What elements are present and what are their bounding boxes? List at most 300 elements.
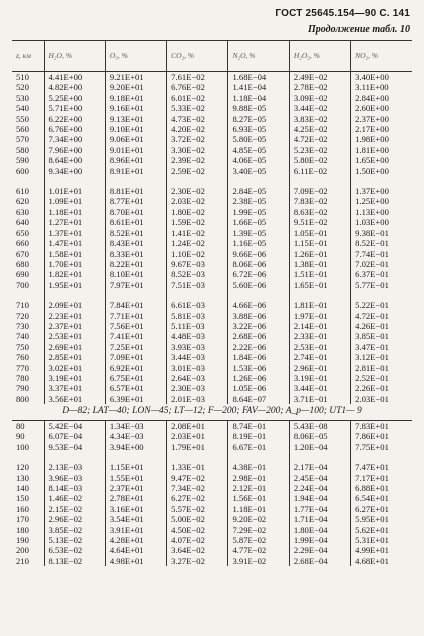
value-cell: 5.25E+00 — [44, 93, 105, 103]
value-cell: 3.19E−01 — [289, 373, 350, 383]
value-cell: 3.85E−02 — [44, 525, 105, 535]
table-row — [12, 186, 412, 196]
value-cell: 4.82E+00 — [44, 82, 105, 92]
data-table-upper — [12, 40, 412, 404]
value-cell: 8.74E−01 — [228, 421, 289, 432]
value-cell: 2.37E+00 — [351, 114, 412, 124]
value-cell: 2.14E−01 — [289, 321, 350, 331]
value-cell: 5.80E−02 — [289, 155, 350, 165]
altitude-cell: 200 — [16, 545, 29, 556]
altitude-cell: 540 — [16, 103, 29, 114]
value-cell: 5.22E−01 — [351, 300, 412, 310]
value-cell: 1.26E−01 — [289, 249, 350, 259]
altitude-cell: 160 — [16, 503, 29, 514]
altitude-cell: 560 — [16, 124, 29, 135]
value-cell: 5.71E+00 — [44, 103, 105, 113]
value-cell: 2.23E+01 — [44, 311, 105, 321]
value-cell: 7.09E−02 — [289, 186, 350, 196]
value-cell: 9.06E+01 — [105, 134, 166, 144]
altitude-cell: 760 — [16, 352, 29, 363]
table-row — [12, 280, 412, 290]
altitude-cell: 790 — [16, 383, 29, 394]
value-cell: 7.51E−03 — [167, 280, 228, 290]
value-cell: 1.51E−01 — [289, 269, 350, 279]
value-cell: 6.93E−05 — [228, 124, 289, 134]
value-cell: 1.38E−01 — [289, 259, 350, 269]
value-cell: 1.99E−04 — [289, 535, 350, 545]
table-row — [12, 394, 412, 404]
value-cell: 4.68E+01 — [351, 556, 412, 566]
value-cell: 3.85E−01 — [351, 331, 412, 341]
value-cell: 8.10E+01 — [105, 269, 166, 279]
value-cell: 1.33E−01 — [167, 462, 228, 472]
value-cell: 3.72E−02 — [167, 134, 228, 144]
table-row — [12, 442, 412, 452]
table-row — [12, 259, 412, 269]
table-row — [12, 72, 412, 83]
value-cell: 1.37E+00 — [351, 186, 412, 196]
value-cell: 2.12E−01 — [228, 483, 289, 493]
value-cell: 1.70E+01 — [44, 259, 105, 269]
value-cell: 1.80E−02 — [167, 207, 228, 217]
value-cell: 2.78E+01 — [105, 493, 166, 503]
value-cell: 8.63E−02 — [289, 207, 350, 217]
altitude-cell: 620 — [16, 196, 29, 207]
value-cell: 1.46E−02 — [44, 493, 105, 503]
value-cell: 1.95E+01 — [44, 280, 105, 290]
value-cell: 6.27E−02 — [167, 493, 228, 503]
value-cell: 2.13E−03 — [44, 462, 105, 472]
table-row — [12, 545, 412, 555]
value-cell: 2.84E−05 — [228, 186, 289, 196]
value-cell: 1.39E−05 — [228, 228, 289, 238]
value-cell: 7.34E+00 — [44, 134, 105, 144]
value-cell: 8.43E+01 — [105, 238, 166, 248]
value-cell: 7.41E+01 — [105, 331, 166, 341]
altitude-cell: 570 — [16, 134, 29, 145]
value-cell: 4.48E−03 — [167, 331, 228, 341]
value-cell: 3.94E+00 — [105, 442, 166, 452]
value-cell: 7.83E+01 — [351, 421, 412, 432]
value-cell: 1.81E−01 — [289, 300, 350, 310]
value-cell: 1.18E−04 — [228, 93, 289, 103]
value-cell: 4.41E+00 — [44, 72, 105, 83]
altitude-cell: 800 — [16, 393, 29, 404]
value-cell: 9.10E+01 — [105, 124, 166, 134]
standard-header: ГОСТ 25645.154—90 С. 141 — [275, 8, 410, 19]
value-cell: 9.38E−01 — [351, 228, 412, 238]
value-cell: 3.96E−03 — [44, 473, 105, 483]
value-cell: 9.16E+01 — [105, 103, 166, 113]
value-cell: 1.47E+01 — [44, 238, 105, 248]
value-cell: 1.58E+01 — [44, 249, 105, 259]
value-cell: 1.98E+00 — [351, 134, 412, 144]
value-cell: 3.44E−02 — [289, 103, 350, 113]
value-cell: 7.09E+01 — [105, 352, 166, 362]
value-cell: 7.96E+00 — [44, 145, 105, 155]
value-cell: 3.27E−02 — [167, 556, 228, 566]
value-cell: 5.42E−04 — [44, 421, 105, 432]
value-cell: 8.06E−06 — [228, 259, 289, 269]
value-cell: 9.21E+01 — [105, 72, 166, 83]
value-cell: 8.70E+01 — [105, 207, 166, 217]
value-cell: 3.01E−03 — [167, 363, 228, 373]
altitude-cell: 710 — [16, 300, 29, 311]
value-cell: 1.05E−01 — [289, 228, 350, 238]
value-cell: 9.20E+01 — [105, 82, 166, 92]
value-cell: 3.93E−03 — [167, 342, 228, 352]
table-row — [12, 207, 412, 217]
table-row — [12, 228, 412, 238]
value-cell: 6.54E+01 — [351, 493, 412, 503]
value-cell: 6.11E−02 — [289, 166, 350, 176]
value-cell: 5.23E−02 — [289, 145, 350, 155]
value-cell: 9.34E+00 — [44, 166, 105, 176]
value-cell: 9.53E−04 — [44, 442, 105, 452]
value-cell: 1.15E+01 — [105, 462, 166, 472]
altitude-cell: 170 — [16, 514, 29, 525]
column-header: H₂O, % — [44, 41, 105, 72]
data-table-lower — [12, 420, 412, 566]
value-cell: 4.26E−01 — [351, 321, 412, 331]
altitude-cell: 140 — [16, 483, 29, 494]
value-cell: 5.81E−03 — [167, 311, 228, 321]
value-cell: 3.16E+01 — [105, 504, 166, 514]
value-cell: 4.66E−06 — [228, 300, 289, 310]
value-cell: 2.24E−04 — [289, 483, 350, 493]
table-row — [12, 352, 412, 362]
value-cell: 3.54E+01 — [105, 514, 166, 524]
value-cell: 1.26E−06 — [228, 373, 289, 383]
altitude-cell: 150 — [16, 493, 29, 504]
value-cell: 1.50E+00 — [351, 166, 412, 176]
value-cell: 2.01E−03 — [167, 394, 228, 404]
value-cell: 9.13E+01 — [105, 114, 166, 124]
altitude-cell: 730 — [16, 320, 29, 331]
value-cell: 3.83E−02 — [289, 114, 350, 124]
value-cell: 9.88E−05 — [228, 103, 289, 113]
value-cell: 8.13E−02 — [44, 556, 105, 566]
value-cell: 1.65E+00 — [351, 155, 412, 165]
table-row — [12, 155, 412, 165]
table-row — [12, 196, 412, 206]
value-cell: 6.22E+00 — [44, 114, 105, 124]
value-cell: 2.68E−04 — [289, 556, 350, 566]
value-cell: 2.68E−06 — [228, 331, 289, 341]
altitude-cell: 180 — [16, 524, 29, 535]
table-row — [12, 145, 412, 155]
altitude-cell: 690 — [16, 269, 29, 280]
value-cell: 6.27E+01 — [351, 504, 412, 514]
value-cell: 7.61E−02 — [167, 72, 228, 83]
value-cell: 1.81E+00 — [351, 145, 412, 155]
value-cell: 8.91E+01 — [105, 166, 166, 176]
value-cell: 3.88E−06 — [228, 311, 289, 321]
table-row — [12, 556, 412, 566]
altitude-cell: 100 — [16, 441, 29, 452]
altitude-cell: 720 — [16, 310, 29, 321]
value-cell: 1.55E+01 — [105, 473, 166, 483]
value-cell: 4.99E+01 — [351, 545, 412, 555]
value-cell: 3.30E−02 — [167, 145, 228, 155]
value-cell: 1.10E−02 — [167, 249, 228, 259]
value-cell: 6.01E−02 — [167, 93, 228, 103]
value-cell: 4.85E−05 — [228, 145, 289, 155]
value-cell: 4.06E−05 — [228, 155, 289, 165]
value-cell: 5.33E−02 — [167, 103, 228, 113]
value-cell: 7.74E−01 — [351, 249, 412, 259]
value-cell: 7.75E+01 — [351, 442, 412, 452]
value-cell: 2.26E−01 — [351, 383, 412, 393]
table-row — [12, 535, 412, 545]
value-cell: 2.38E−05 — [228, 196, 289, 206]
altitude-cell: 510 — [16, 72, 29, 82]
value-cell: 4.64E+01 — [105, 545, 166, 555]
value-cell: 2.03E+01 — [167, 431, 228, 441]
table-row — [12, 166, 412, 176]
value-cell: 2.37E+01 — [44, 321, 105, 331]
table-row — [12, 217, 412, 227]
altitude-cell: 600 — [16, 165, 29, 176]
value-cell: 2.09E+01 — [44, 300, 105, 310]
altitude-cell: 780 — [16, 372, 29, 383]
value-cell: 8.64E−07 — [228, 394, 289, 404]
value-cell: 1.25E+00 — [351, 196, 412, 206]
value-cell: 3.12E−01 — [351, 352, 412, 362]
conditions-line: D—82; LAT—40; LON—45; LT—12; F—200; FAV—200; A_p—100; UT1— 9 — [62, 406, 362, 416]
altitude-cell: 650 — [16, 227, 29, 238]
value-cell: 2.17E−04 — [289, 462, 350, 472]
value-cell: 2.64E−03 — [167, 373, 228, 383]
value-cell: 8.19E−01 — [228, 431, 289, 441]
value-cell: 2.30E−02 — [167, 186, 228, 196]
table-row — [12, 493, 412, 503]
value-cell: 9.66E−06 — [228, 249, 289, 259]
row-spacer — [12, 290, 412, 300]
value-cell: 7.86E+01 — [351, 431, 412, 441]
value-cell: 1.20E−04 — [289, 442, 350, 452]
value-cell: 1.82E+01 — [44, 269, 105, 279]
altitude-cell: 640 — [16, 217, 29, 228]
value-cell: 8.06E−05 — [289, 431, 350, 441]
value-cell: 5.77E−01 — [351, 280, 412, 290]
value-cell: 1.18E+01 — [44, 207, 105, 217]
table-row — [12, 124, 412, 134]
table-row — [12, 311, 412, 321]
value-cell: 4.07E−02 — [167, 535, 228, 545]
value-cell: 5.00E−02 — [167, 514, 228, 524]
table-continuation-label: Продолжение табл. 10 — [307, 24, 410, 35]
value-cell: 2.39E−02 — [167, 155, 228, 165]
value-cell: 1.16E−05 — [228, 238, 289, 248]
value-cell: 7.25E+01 — [105, 342, 166, 352]
value-cell: 2.17E+00 — [351, 124, 412, 134]
value-cell: 7.71E+01 — [105, 311, 166, 321]
value-cell: 3.19E+01 — [44, 373, 105, 383]
table-row — [12, 249, 412, 259]
value-cell: 1.77E−04 — [289, 504, 350, 514]
altitude-cell: 210 — [16, 555, 29, 566]
value-cell: 8.33E+01 — [105, 249, 166, 259]
value-cell: 7.97E+01 — [105, 280, 166, 290]
value-cell: 8.77E+01 — [105, 196, 166, 206]
altitude-cell: 630 — [16, 206, 29, 217]
table-body-upper — [12, 72, 412, 405]
value-cell: 4.72E−01 — [351, 311, 412, 321]
table-row — [12, 462, 412, 472]
value-cell: 3.71E−01 — [289, 394, 350, 404]
table-row — [12, 363, 412, 373]
value-cell: 1.24E−02 — [167, 238, 228, 248]
value-cell: 8.64E+00 — [44, 155, 105, 165]
value-cell: 6.75E+01 — [105, 373, 166, 383]
column-header: NO₂, % — [351, 41, 412, 72]
value-cell: 7.84E+01 — [105, 300, 166, 310]
value-cell: 2.69E+01 — [44, 342, 105, 352]
value-cell: 4.28E+01 — [105, 535, 166, 545]
value-cell: 1.13E+00 — [351, 207, 412, 217]
value-cell: 2.53E+01 — [44, 331, 105, 341]
table-body-lower — [12, 421, 412, 567]
altitude-cell: 750 — [16, 341, 29, 352]
column-header: H₂O₂, % — [289, 41, 350, 72]
value-cell: 5.31E+01 — [351, 535, 412, 545]
value-cell: 2.52E−01 — [351, 373, 412, 383]
altitude-cell: 660 — [16, 238, 29, 249]
value-cell: 2.78E−02 — [289, 82, 350, 92]
table-row — [12, 504, 412, 514]
value-cell: 7.56E+01 — [105, 321, 166, 331]
value-cell: 8.14E−03 — [44, 483, 105, 493]
altitude-cell: 80 — [16, 421, 25, 431]
value-cell: 7.34E−02 — [167, 483, 228, 493]
value-cell: 4.34E−03 — [105, 431, 166, 441]
value-cell: 2.08E+01 — [167, 421, 228, 432]
altitude-cell: 90 — [16, 431, 25, 442]
value-cell: 2.85E+01 — [44, 352, 105, 362]
value-cell: 4.77E−02 — [228, 545, 289, 555]
value-cell: 6.92E+01 — [105, 363, 166, 373]
altitude-cell: 520 — [16, 82, 29, 93]
altitude-cell: 130 — [16, 472, 29, 483]
value-cell: 6.61E−03 — [167, 300, 228, 310]
altitude-cell: 530 — [16, 92, 29, 103]
value-cell: 1.05E−06 — [228, 383, 289, 393]
value-cell: 1.01E+01 — [44, 186, 105, 196]
value-cell: 2.37E+01 — [105, 483, 166, 493]
value-cell: 9.01E+01 — [105, 145, 166, 155]
value-cell: 8.27E−05 — [228, 114, 289, 124]
table-row — [12, 473, 412, 483]
table-row — [12, 514, 412, 524]
value-cell: 2.98E−01 — [228, 473, 289, 483]
value-cell: 1.65E−01 — [289, 280, 350, 290]
value-cell: 2.49E−02 — [289, 72, 350, 83]
value-cell: 7.29E−02 — [228, 525, 289, 535]
value-cell: 1.66E−05 — [228, 217, 289, 227]
altitude-cell: 120 — [16, 462, 29, 473]
value-cell: 6.39E+01 — [105, 394, 166, 404]
value-cell: 5.80E−05 — [228, 134, 289, 144]
value-cell: 1.34E−03 — [105, 421, 166, 432]
value-cell: 4.50E−02 — [167, 525, 228, 535]
value-cell: 2.30E−03 — [167, 383, 228, 393]
value-cell: 1.97E−01 — [289, 311, 350, 321]
value-cell: 3.56E+01 — [44, 394, 105, 404]
table-row — [12, 93, 412, 103]
value-cell: 4.25E−02 — [289, 124, 350, 134]
value-cell: 8.61E+01 — [105, 217, 166, 227]
value-cell: 6.76E−02 — [167, 82, 228, 92]
table-row — [12, 300, 412, 310]
value-cell: 2.96E−02 — [44, 514, 105, 524]
altitude-cell: 670 — [16, 248, 29, 259]
table-row — [12, 82, 412, 92]
value-cell: 4.72E−02 — [289, 134, 350, 144]
value-cell: 1.18E−01 — [228, 504, 289, 514]
value-cell: 6.88E+01 — [351, 483, 412, 493]
value-cell: 1.27E+01 — [44, 217, 105, 227]
value-cell: 3.40E−05 — [228, 166, 289, 176]
value-cell: 1.41E−02 — [167, 228, 228, 238]
value-cell: 2.74E−01 — [289, 352, 350, 362]
value-cell: 1.15E−01 — [289, 238, 350, 248]
value-cell: 3.37E+01 — [44, 383, 105, 393]
value-cell: 1.53E−06 — [228, 363, 289, 373]
value-cell: 3.11E+00 — [351, 82, 412, 92]
value-cell: 4.20E−02 — [167, 124, 228, 134]
altitude-cell: 550 — [16, 113, 29, 124]
value-cell: 9.51E−02 — [289, 217, 350, 227]
value-cell: 5.11E−03 — [167, 321, 228, 331]
table-row — [12, 134, 412, 144]
table-header-row — [12, 41, 412, 72]
table-row — [12, 431, 412, 441]
value-cell: 8.52E−03 — [167, 269, 228, 279]
altitude-cell: 590 — [16, 155, 29, 166]
value-cell: 2.59E−02 — [167, 166, 228, 176]
value-cell: 6.53E−02 — [44, 545, 105, 555]
value-cell: 3.40E+00 — [351, 72, 412, 83]
value-cell: 2.81E−01 — [351, 363, 412, 373]
value-cell: 2.96E−01 — [289, 363, 350, 373]
value-cell: 9.47E−02 — [167, 473, 228, 483]
value-cell: 2.15E−02 — [44, 504, 105, 514]
value-cell: 6.37E−01 — [351, 269, 412, 279]
value-cell: 2.53E−01 — [289, 342, 350, 352]
value-cell: 1.59E−02 — [167, 217, 228, 227]
value-cell: 2.03E−01 — [351, 394, 412, 404]
value-cell: 8.52E−01 — [351, 238, 412, 248]
value-cell: 1.71E−04 — [289, 514, 350, 524]
value-cell: 3.02E+01 — [44, 363, 105, 373]
value-cell: 6.76E+00 — [44, 124, 105, 134]
value-cell: 7.02E−01 — [351, 259, 412, 269]
value-cell: 6.67E−01 — [228, 442, 289, 452]
value-cell: 4.98E+01 — [105, 556, 166, 566]
row-spacer — [12, 176, 412, 186]
value-cell: 8.96E+01 — [105, 155, 166, 165]
altitude-cell: 580 — [16, 144, 29, 155]
table-row — [12, 321, 412, 331]
table-row — [12, 373, 412, 383]
table-row — [12, 525, 412, 535]
table-row — [12, 103, 412, 113]
value-cell: 1.41E−04 — [228, 82, 289, 92]
value-cell: 1.56E−01 — [228, 493, 289, 503]
value-cell: 6.57E+01 — [105, 383, 166, 393]
value-cell: 5.60E−06 — [228, 280, 289, 290]
